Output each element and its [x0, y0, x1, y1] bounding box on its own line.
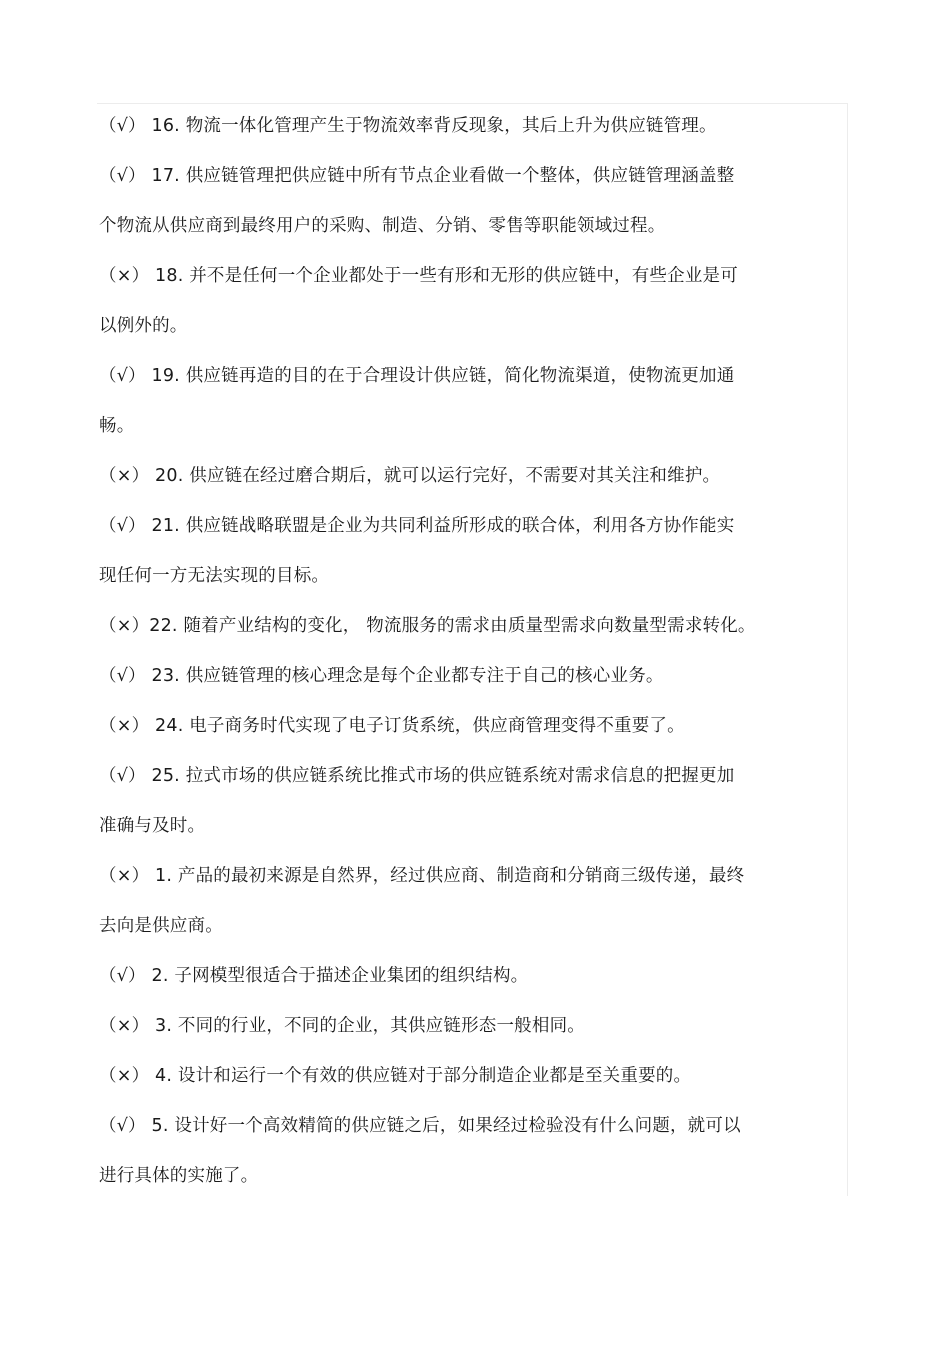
- text-line: 进行具体的实施了。: [99, 1166, 259, 1186]
- document-body: [99, 101, 839, 1201]
- text-line: （×） 24. 电子商务时代实现了电子订货系统，供应商管理变得不重要了。: [99, 716, 685, 736]
- text-line: （√） 25. 拉式市场的供应链系统比推式市场的供应链系统对需求信息的把握更加: [99, 766, 735, 786]
- text-line: （×） 3. 不同的行业，不同的企业，其供应链形态一般相同。: [99, 1016, 585, 1036]
- text-line: （√） 23. 供应链管理的核心理念是每个企业都专注于自己的核心业务。: [99, 666, 664, 686]
- text-line: 去向是供应商。: [99, 916, 223, 936]
- text-line: （×） 1. 产品的最初来源是自然界，经过供应商、制造商和分销商三级传递，最终: [99, 866, 745, 886]
- text-line: （√） 21. 供应链战略联盟是企业为共同利益所形成的联合体，利用各方协作能实: [99, 516, 735, 536]
- text-line: （×）22. 随着产业结构的变化， 物流服务的需求由质量型需求向数量型需求转化。: [99, 616, 756, 636]
- text-line: （×） 18. 并不是任何一个企业都处于一些有形和无形的供应链中，有些企业是可: [99, 266, 738, 286]
- text-line: （√） 5. 设计好一个高效精简的供应链之后，如果经过检验没有什么问题，就可以: [99, 1116, 741, 1136]
- text-line: 以例外的。: [99, 316, 188, 336]
- text-line: （×） 20. 供应链在经过磨合期后，就可以运行完好，不需要对其关注和维护。: [99, 466, 721, 486]
- text-line: （√） 17. 供应链管理把供应链中所有节点企业看做一个整体，供应链管理涵盖整: [99, 166, 735, 186]
- text-line: 畅。: [99, 416, 135, 436]
- text-line: 准确与及时。: [99, 816, 206, 836]
- text-line: （√） 19. 供应链再造的目的在于合理设计供应链，简化物流渠道，使物流更加通: [99, 366, 735, 386]
- text-line: 现任何一方无法实现的目标。: [99, 566, 330, 586]
- text-line: 个物流从供应商到最终用户的采购、制造、分销、零售等职能领域过程。: [99, 216, 666, 236]
- text-line: （×） 4. 设计和运行一个有效的供应链对于部分制造企业都是至关重要的。: [99, 1066, 692, 1086]
- text-line: （√） 16. 物流一体化管理产生于物流效率背反现象，其后上升为供应链管理。: [99, 116, 717, 136]
- text-line: （√） 2. 子网模型很适合于描述企业集团的组织结构。: [99, 966, 529, 986]
